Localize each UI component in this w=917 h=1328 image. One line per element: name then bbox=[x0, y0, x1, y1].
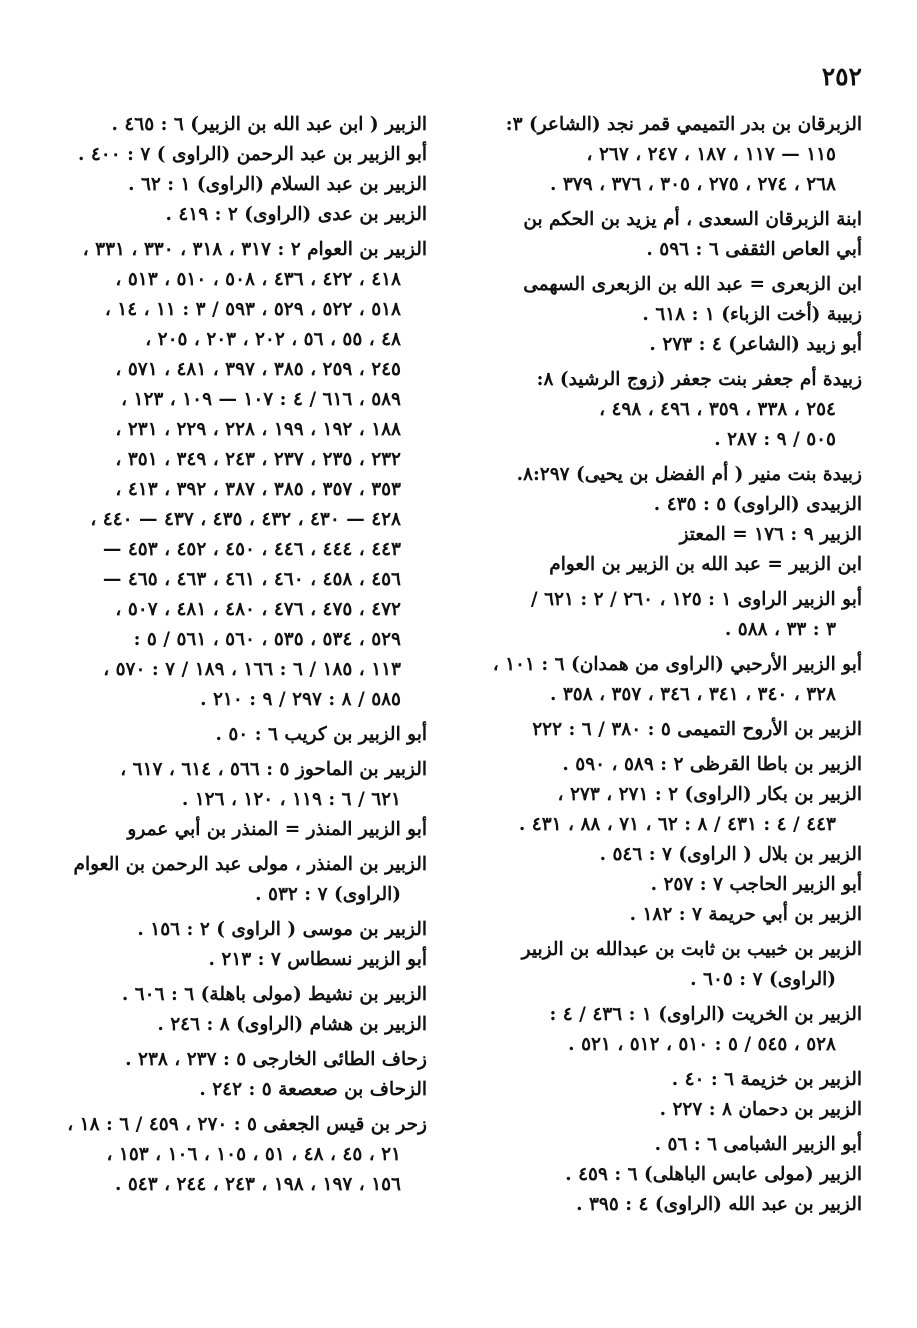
page-number: ٢٥٢ bbox=[821, 62, 862, 91]
index-line: ٤٧٢ ، ٤٧٥ ، ٤٧٦ ، ٤٨٠ ، ٤٨١ ، ٥٠٧ ، bbox=[115, 599, 401, 620]
index-line: ابنة الزبرقان السعدى ، أم يزيد بن الحكم بن bbox=[523, 209, 862, 230]
index-line: ٤٤٣ ، ٤٤٤ ، ٤٤٦ ، ٤٥٠ ، ٤٥٢ ، ٤٥٣ — bbox=[102, 539, 401, 560]
index-line: ٣٢٨ ، ٣٤٠ ، ٣٤١ ، ٣٤٦ ، ٣٥٧ ، ٣٥٨ . bbox=[549, 684, 836, 705]
index-entry bbox=[462, 650, 862, 710]
index-line: الزبير بن باطا القرظى ٢ : ٥٨٩ ، ٥٩٠ . bbox=[562, 754, 862, 775]
index-entry bbox=[27, 720, 427, 750]
index-line: الزبير بن عدى (الراوى) ٢ : ٤١٩ . bbox=[165, 204, 427, 225]
index-line: ١١٣ ، ١٨٥ / ٦ : ١٦٦ ، ١٨٩ / ٧ : ٥٧٠ ، bbox=[103, 659, 401, 680]
index-line: ٢٦٨ ، ٢٧٤ ، ٢٧٥ ، ٣٠٥ ، ٣٧٦ ، ٣٧٩ . bbox=[549, 174, 836, 195]
index-line: أبو الزبير الأرحبي (الراوى من همدان) ٦ : ١٠١ ، bbox=[492, 654, 862, 675]
index-line: ٢٣٢ ، ٢٣٥ ، ٢٣٧ ، ٢٤٣ ، ٣٤٩ ، ٣٥١ ، bbox=[115, 449, 401, 470]
index-entry bbox=[27, 110, 427, 230]
index-line: ٤٨ ، ٥٥ ، ٥٦ ، ٢٠٢ ، ٢٠٣ ، ٢٠٥ ، bbox=[145, 329, 401, 350]
index-line: أبو الزبير بن كريب ٦ : ٥٠ . bbox=[215, 724, 427, 745]
index-entry bbox=[462, 205, 862, 265]
index-line: أبو الزبير المنذر = المنذر بن أبي عمرو bbox=[127, 819, 427, 840]
index-line: الزبير بن خبيب بن ثابت بن عبدالله بن الزبير bbox=[521, 939, 862, 960]
index-line: ٢١ ، ٤٥ ، ٤٨ ، ٥١ ، ١٠٥ ، ١٠٦ ، ١٥٣ ، bbox=[106, 1144, 401, 1165]
index-line: زحر بن قيس الجعفى ٥ : ٢٧٠ ، ٤٥٩ / ٦ : ١٨ ، bbox=[67, 1114, 427, 1135]
index-entry bbox=[27, 915, 427, 975]
index-line: ٦٢١ / ٦ : ١١٩ ، ١٢٠ ، ١٢٦ . bbox=[181, 789, 401, 810]
index-line: ١١٥ — ١١٧ ، ١٨٧ ، ٢٤٧ ، ٢٦٧ ، bbox=[586, 144, 836, 165]
index-line: زبيدة أم جعفر بنت جعفر (زوج الرشيد) ٨: bbox=[536, 369, 862, 390]
index-entry bbox=[27, 980, 427, 1040]
index-entry bbox=[462, 585, 862, 645]
index-line: الزبيدى (الراوى) ٥ : ٤٣٥ . bbox=[653, 494, 862, 515]
index-line: الزبير بن الماحوز ٥ : ٥٦٦ ، ٦١٤ ، ٦١٧ ، bbox=[120, 759, 427, 780]
index-line: الزبير بن العوام ٢ : ٣١٧ ، ٣١٨ ، ٣٣٠ ، ٣٣١ ، bbox=[82, 239, 427, 260]
index-entry bbox=[27, 1045, 427, 1105]
index-line: زبيدة بنت منير ( أم الفضل بن يحيى) ٨:٢٩٧. bbox=[516, 464, 862, 485]
index-line: ٥٨٥ / ٨ : ٢٩٧ / ٩ : ٢١٠ . bbox=[200, 689, 401, 710]
index-column-right bbox=[462, 110, 862, 1225]
index-line: الزبير بن موسى ( الراوى ) ٢ : ١٥٦ . bbox=[137, 919, 427, 940]
index-entry bbox=[27, 1110, 427, 1200]
index-line: أبي العاص الثقفى ٦ : ٥٩٦ . bbox=[646, 239, 862, 260]
index-line: أبو الزبير بن عبد الرحمن (الراوى ) ٧ : ٤٠٠ . bbox=[77, 144, 427, 165]
index-line: الزبير بن دحمان ٨ : ٢٢٧ . bbox=[659, 1099, 862, 1120]
index-line: ابن الزبعرى = عبد الله بن الزبعرى السهمى bbox=[523, 274, 862, 295]
index-entry bbox=[462, 1065, 862, 1125]
index-line: ١٨٨ ، ١٩٢ ، ١٩٩ ، ٢٢٨ ، ٢٢٩ ، ٢٣١ ، bbox=[115, 419, 401, 440]
index-line: ٤١٨ ، ٤٢٢ ، ٤٣٦ ، ٥٠٨ ، ٥١٠ ، ٥١٣ ، bbox=[115, 269, 401, 290]
index-line: الزبير بن الخريت (الراوى) ١ : ٤٣٦ / ٤ : bbox=[549, 1004, 862, 1025]
index-line: ٥٢٩ ، ٥٣٤ ، ٥٣٥ ، ٥٦٠ ، ٥٦١ / ٥ : bbox=[133, 629, 401, 650]
index-line: ٤٥٦ ، ٤٥٨ ، ٤٦٠ ، ٤٦١ ، ٤٦٣ ، ٤٦٥ — bbox=[102, 569, 401, 590]
index-line: ٢٤٥ ، ٢٥٩ ، ٣٨٥ ، ٣٩٧ ، ٤٨١ ، ٥٧١ ، bbox=[115, 359, 401, 380]
index-entry bbox=[462, 460, 862, 580]
index-line: ابن الزبير = عبد الله بن الزبير بن العوام bbox=[549, 554, 862, 575]
index-line: زبيبة (أخت الزباء) ١ : ٦١٨ . bbox=[642, 304, 862, 325]
index-line: ٥٨٩ ، ٦١٦ / ٤ : ١٠٧ — ١٠٩ ، ١٢٣ ، bbox=[121, 389, 401, 410]
index-line: الزبير بن خزيمة ٦ : ٤٠ . bbox=[671, 1069, 862, 1090]
index-line: ٣ : ٣٣ ، ٥٨٨ . bbox=[724, 619, 836, 640]
index-entry bbox=[462, 1130, 862, 1220]
index-line: الزبير بن أبي حريمة ٧ : ١٨٢ . bbox=[629, 904, 862, 925]
index-line: أبو الزبير الشبامى ٦ : ٥٦ . bbox=[654, 1134, 862, 1155]
index-line: الزبير بن المنذر ، مولى عبد الرحمن بن العوام bbox=[73, 854, 427, 875]
index-line: ٤٤٣ / ٤ : ٤٣١ / ٨ : ٦٢ ، ٧١ ، ٨٨ ، ٤٣١ . bbox=[518, 814, 836, 835]
index-line: (الراوى) ٧ : ٦٠٥ . bbox=[690, 969, 836, 990]
index-entry bbox=[462, 935, 862, 995]
index-entry bbox=[462, 1000, 862, 1060]
index-line: الزبير (مولى عابس الباهلى) ٦ : ٤٥٩ . bbox=[565, 1164, 862, 1185]
index-line: أبو زبيد (الشاعر) ٤ : ٢٧٣ . bbox=[649, 334, 862, 355]
index-line: أبو الزبير الحاجب ٧ : ٢٥٧ . bbox=[650, 874, 862, 895]
index-line: ٥٠٥ / ٩ : ٢٨٧ . bbox=[714, 429, 836, 450]
index-line: الزبير بن عبد السلام (الراوى) ١ : ٦٢ . bbox=[128, 174, 427, 195]
index-line: الزبير بن الأروح التميمى ٥ : ٣٨٠ / ٦ : ٢٢٢ bbox=[532, 719, 862, 740]
index-line: الزبرقان بن بدر التميمي قمر نجد (الشاعر) ٣: bbox=[505, 114, 862, 135]
index-line: ١٥٦ ، ١٩٧ ، ١٩٨ ، ٢٤٣ ، ٢٤٤ ، ٥٤٣ . bbox=[114, 1174, 401, 1195]
index-entry bbox=[462, 270, 862, 360]
index-line: أبو الزبير نسطاس ٧ : ٢١٣ . bbox=[208, 949, 427, 970]
index-line: الزبير بن عبد الله (الراوى) ٤ : ٣٩٥ . bbox=[576, 1194, 862, 1215]
index-entry bbox=[462, 365, 862, 455]
index-line: (الراوى) ٧ : ٥٣٢ . bbox=[255, 884, 401, 905]
index-line: الزحاف بن صعصعة ٥ : ٢٤٢ . bbox=[199, 1079, 427, 1100]
index-line: ٥١٨ ، ٥٢٢ ، ٥٢٩ ، ٥٩٣ / ٣ : ١١ ، ١٤ ، bbox=[104, 299, 401, 320]
index-line: الزبير بن بكار (الراوى) ٢ : ٢٧١ ، ٢٧٣ ، bbox=[557, 784, 862, 805]
index-line: أبو الزبير الراوى ١ : ١٢٥ ، ٢٦٠ / ٢ : ٦٢١ / bbox=[530, 589, 862, 610]
index-entry bbox=[27, 755, 427, 845]
index-line: الزبير ( ابن عبد الله بن الزبير) ٦ : ٤٦٥ . bbox=[111, 114, 427, 135]
index-column-left bbox=[27, 110, 427, 1205]
index-line: الزبير ٩ : ١٧٦ = المعتز bbox=[679, 524, 862, 545]
index-line: ٢٥٤ ، ٣٣٨ ، ٣٥٩ ، ٤٩٦ ، ٤٩٨ ، bbox=[599, 399, 836, 420]
index-entry bbox=[27, 235, 427, 715]
index-entry bbox=[462, 715, 862, 745]
index-line: الزبير بن بلال ( الراوى) ٧ : ٥٤٦ . bbox=[599, 844, 862, 865]
index-line: الزبير بن هشام (الراوى) ٨ : ٢٤٦ . bbox=[157, 1014, 427, 1035]
index-entry bbox=[27, 850, 427, 910]
index-line: ٤٢٨ — ٤٣٠ ، ٤٣٢ ، ٤٣٥ ، ٤٣٧ — ٤٤٠ ، bbox=[90, 509, 401, 530]
index-line: زحاف الطائى الخارجى ٥ : ٢٣٧ ، ٢٣٨ . bbox=[125, 1049, 427, 1070]
index-line: ٥٢٨ ، ٥٤٥ / ٥ : ٥١٠ ، ٥١٢ ، ٥٢١ . bbox=[568, 1034, 836, 1055]
index-line: الزبير بن نشيط (مولى باهلة) ٦ : ٦٠٦ . bbox=[121, 984, 427, 1005]
index-entry bbox=[462, 110, 862, 200]
index-entry bbox=[462, 750, 862, 930]
index-line: ٣٥٣ ، ٣٥٧ ، ٣٨٥ ، ٣٨٧ ، ٣٩٢ ، ٤١٣ ، bbox=[115, 479, 401, 500]
